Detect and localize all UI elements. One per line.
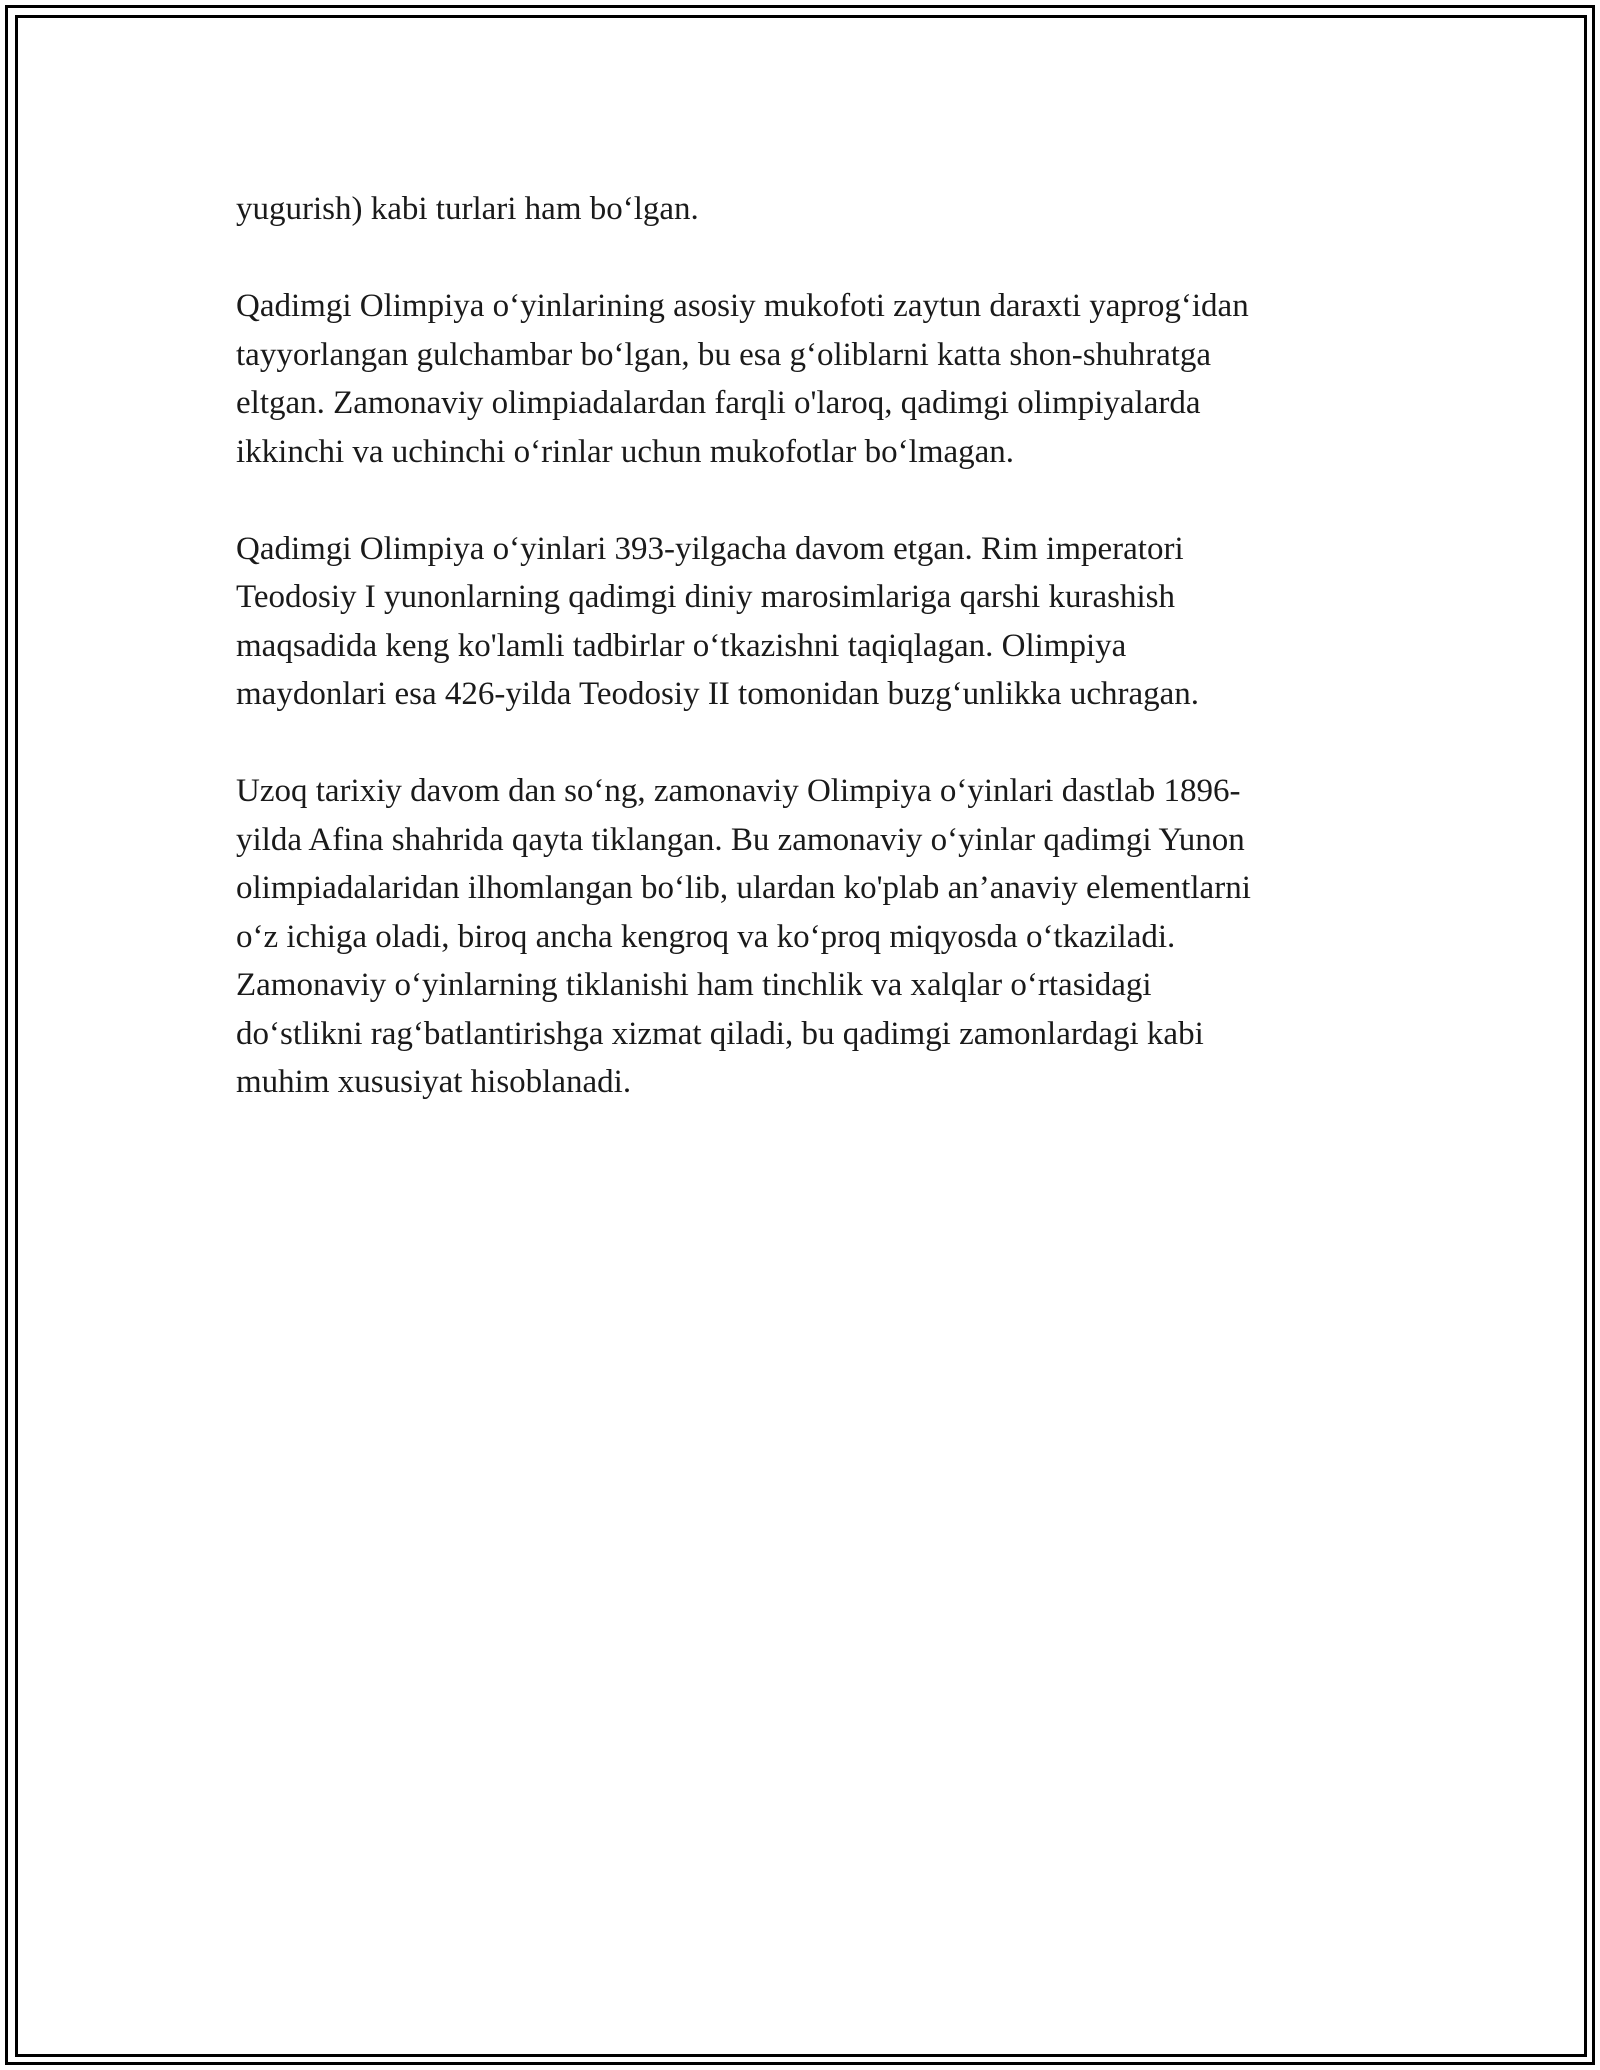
- text-line: ikkinchi va uchinchi o‘rinlar uchun mukofotlar bo‘lmagan.: [236, 433, 1015, 470]
- paragraph-4: [236, 767, 1386, 1107]
- text-line: muhim xususiyat hisoblanadi.: [236, 1064, 632, 1100]
- document-body: [236, 185, 1386, 1155]
- text-line: Zamonaviy o‘yinlarning tiklanishi ham tinchlik va xalqlar o‘rtasidagi: [236, 967, 1152, 1003]
- text-line: tayyorlangan gulchambar bo‘lgan, bu esa g‘oliblarni katta shon-shuhratga: [236, 336, 1212, 373]
- text-line: yilda Afina shahrida qayta tiklangan. Bu zamonaviy o‘yinlar qadimgi Yunon: [236, 821, 1245, 858]
- text-line: do‘stlikni rag‘batlantirishga xizmat qiladi, bu qadimgi zamonlardagi kabi: [236, 1015, 1204, 1052]
- text-line: maydonlari esa 426-yilda Teodosiy II tomonidan buzg‘unlikka uchragan.: [236, 676, 1199, 712]
- text-line: olimpiadalaridan ilhomlangan bo‘lib, ulardan ko'plab an’anaviy elementlarni: [236, 870, 1251, 906]
- paragraph-2: [236, 282, 1386, 476]
- text-line: yugurish) kabi turlari ham bo‘lgan.: [236, 191, 699, 227]
- paragraph-3: [236, 525, 1386, 719]
- text-line: Teodosiy I yunonlarning qadimgi diniy marosimlariga qarshi kurashish: [236, 579, 1175, 615]
- text-line: eltgan. Zamonaviy olimpiadalardan farqli o'laroq, qadimgi olimpiyalarda: [236, 385, 1201, 421]
- text-line: Qadimgi Olimpiya o‘yinlarining asosiy mukofoti zaytun daraxti yaprog‘idan: [236, 288, 1249, 324]
- text-line: Uzoq tarixiy davom dan so‘ng, zamonaviy Olimpiya o‘yinlari dastlab 1896-: [236, 773, 1241, 809]
- text-line: Qadimgi Olimpiya o‘yinlari 393-yilgacha davom etgan. Rim imperatori: [236, 530, 1184, 567]
- paragraph-1: [236, 185, 1386, 234]
- text-line: maqsadida keng ko'lamli tadbirlar o‘tkazishni taqiqlagan. Olimpiya: [236, 627, 1127, 664]
- text-line: o‘z ichiga oladi, biroq ancha kengroq va ko‘proq miqyosda o‘tkaziladi.: [236, 918, 1176, 955]
